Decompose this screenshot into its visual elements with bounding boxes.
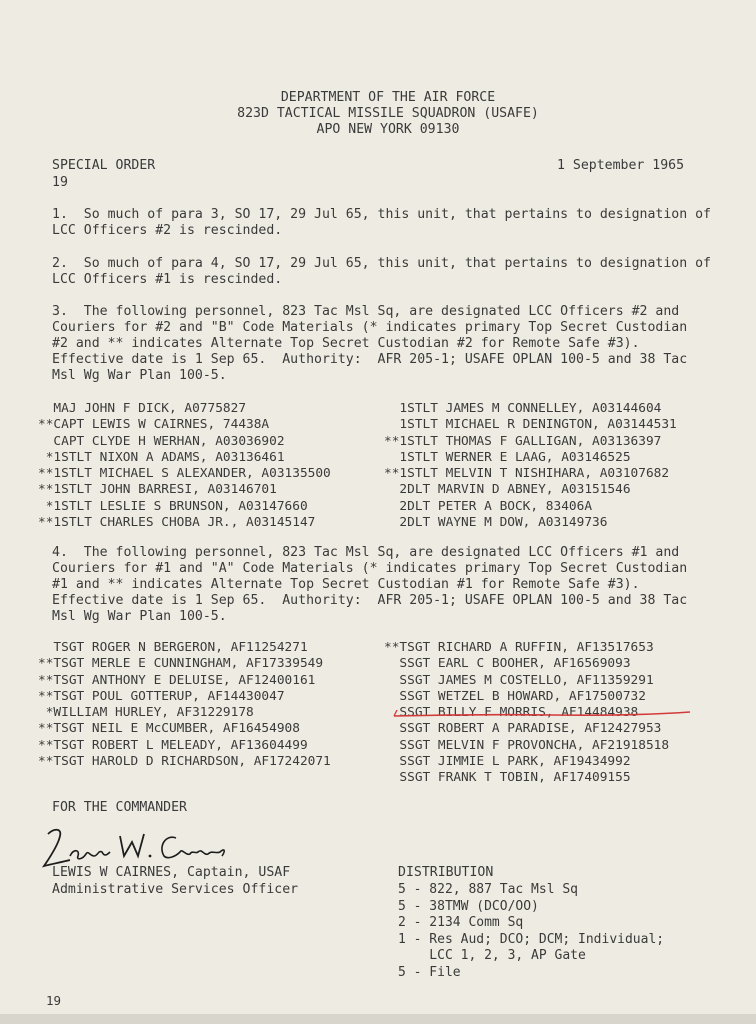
paragraph-line: #2 and ** indicates Alternate Top Secret Custodian #2 for Remote Safe #3). [52, 336, 640, 351]
list-item-highlighted: SSGT BILLY F MORRIS, AF14484938 [384, 705, 639, 721]
list-item: 5 - 38TMW (DCO/OO) [398, 898, 539, 914]
paragraph-line: 3. The following personnel, 823 Tac Msl Sq, are designated LCC Officers #2 and [52, 304, 680, 319]
list-item: **1STLT THOMAS F GALLIGAN, A03136397 [384, 433, 662, 449]
letterhead-unit: 823D TACTICAL MISSILE SQUADRON (USAFE) [237, 106, 539, 121]
list-item: **1STLT MICHAEL S ALEXANDER, A03135500 [38, 466, 331, 482]
list-item: **1STLT JOHN BARRESI, A03146701 [38, 482, 277, 498]
paragraph-line: #1 and ** indicates Alternate Top Secret Custodian #1 for Remote Safe #3). [52, 577, 640, 592]
distribution-label: DISTRIBUTION [398, 865, 494, 880]
letterhead-address: APO NEW YORK 09130 [316, 122, 460, 137]
paragraph-line: LCC Officers #2 is rescinded. [52, 223, 283, 238]
list-item: 1 - Res Aud; DCO; DCM; Individual; [398, 931, 665, 947]
page-number: 19 [46, 993, 62, 1008]
list-item: 5 - 822, 887 Tac Msl Sq [398, 882, 579, 897]
paragraph-4 [52, 545, 732, 625]
list-item: **CAPT LEWIS W CAIRNES, 74438A [38, 417, 270, 433]
paragraph-1 [52, 207, 732, 239]
signer-title: Administrative Services Officer [52, 882, 299, 897]
paragraph-line: 4. The following personnel, 823 Tac Msl Sq, are designated LCC Officers #1 and [52, 545, 680, 560]
list-item: **TSGT NEIL E McCUMBER, AF16454908 [38, 721, 300, 737]
paragraph-3 [52, 304, 732, 384]
scan-edge [0, 1014, 756, 1024]
list-item: TSGT ROGER N BERGERON, AF11254271 [38, 640, 308, 655]
order-label: SPECIAL ORDER [52, 158, 156, 173]
list-item: 2DLT PETER A BOCK, 83406A [384, 498, 593, 514]
list-item: SSGT WETZEL B HOWARD, AF17500732 [384, 688, 646, 704]
paragraph-line: Msl Wg War Plan 100-5. [52, 368, 227, 383]
list-item: *1STLT LESLIE S BRUNSON, A03147660 [38, 498, 308, 514]
paragraph-line: LCC Officers #1 is rescinded. [52, 272, 283, 287]
list-item: 2 - 2134 Comm Sq [398, 915, 524, 931]
list-item: **TSGT ANTHONY E DELUISE, AF12400161 [38, 672, 316, 688]
letterhead-department: DEPARTMENT OF THE AIR FORCE [280, 90, 496, 105]
paragraph-line: Effective date is 1 Sep 65. Authority: AFR 205-1; USAFE OPLAN 100-5 and 38 Tac [52, 352, 688, 367]
officers-list-right [384, 401, 677, 531]
for-the-commander: FOR THE COMMANDER [52, 800, 187, 815]
list-item: 2DLT WAYNE M DOW, A03149736 [384, 515, 608, 531]
paragraph-line: 2. So much of para 4, SO 17, 29 Jul 65, this unit, that pertains to designation of [52, 256, 711, 271]
list-item: SSGT JIMMIE L PARK, AF19434992 [384, 754, 631, 770]
paragraph-line: Effective date is 1 Sep 65. Authority: AFR 205-1; USAFE OPLAN 100-5 and 38 Tac [52, 593, 688, 608]
distribution-list [398, 882, 664, 982]
list-item: CAPT CLYDE H WERHAN, A03036902 [38, 433, 285, 449]
list-item: 1STLT WERNER E LAAG, A03146525 [384, 449, 631, 465]
couriers-list-left [38, 640, 331, 770]
list-item: **TSGT ROBERT L MELEADY, AF13604499 [38, 737, 308, 753]
red-underline-mark [392, 710, 692, 718]
list-item: 1STLT MICHAEL R DENINGTON, A03144531 [384, 417, 677, 433]
paragraph-line: Couriers for #1 and "A" Code Materials (* indicates primary Top Secret Custodian [52, 561, 688, 576]
list-item: SSGT ROBERT A PARADISE, AF12427953 [384, 721, 662, 737]
order-date: 1 September 1965 [557, 158, 685, 173]
list-item: **1STLT MELVIN T NISHIHARA, A03107682 [384, 466, 670, 482]
list-item: SSGT FRANK T TOBIN, AF17409155 [384, 770, 631, 786]
order-number: 19 [52, 175, 68, 190]
signer-name: LEWIS W CAIRNES, Captain, USAF [52, 865, 291, 880]
list-item: MAJ JOHN F DICK, A0775827 [38, 401, 247, 416]
list-item: 1STLT JAMES M CONNELLEY, A03144604 [384, 401, 662, 416]
list-item: SSGT EARL C BOOHER, AF16569093 [384, 656, 631, 672]
list-item: **TSGT MERLE E CUNNINGHAM, AF17339549 [38, 656, 324, 672]
list-item: *WILLIAM HURLEY, AF31229178 [38, 705, 254, 721]
list-item: **TSGT RICHARD A RUFFIN, AF13517653 [384, 640, 654, 655]
list-item: SSGT MELVIN F PROVONCHA, AF21918518 [384, 737, 670, 753]
officers-list-left [38, 401, 331, 531]
paragraph-line: Msl Wg War Plan 100-5. [52, 609, 227, 624]
letterhead [0, 90, 756, 138]
list-item: **1STLT CHARLES CHOBA JR., A03145147 [38, 515, 316, 531]
paragraph-line: Couriers for #2 and "B" Code Materials (* indicates primary Top Secret Custodian [52, 320, 688, 335]
paragraph-line: 1. So much of para 3, SO 17, 29 Jul 65, this unit, that pertains to designation of [52, 207, 711, 222]
list-item: *1STLT NIXON A ADAMS, A03136461 [38, 449, 285, 465]
list-item: 5 - File [398, 964, 461, 980]
list-item: SSGT JAMES M COSTELLO, AF11359291 [384, 672, 654, 688]
list-item: **TSGT HAROLD D RICHARDSON, AF17242071 [38, 754, 331, 770]
paragraph-2 [52, 256, 732, 288]
list-item: **TSGT POUL GOTTERUP, AF14430047 [38, 688, 285, 704]
list-item: 2DLT MARVIN D ABNEY, A03151546 [384, 482, 631, 498]
list-item: LCC 1, 2, 3, AP Gate [398, 948, 586, 964]
